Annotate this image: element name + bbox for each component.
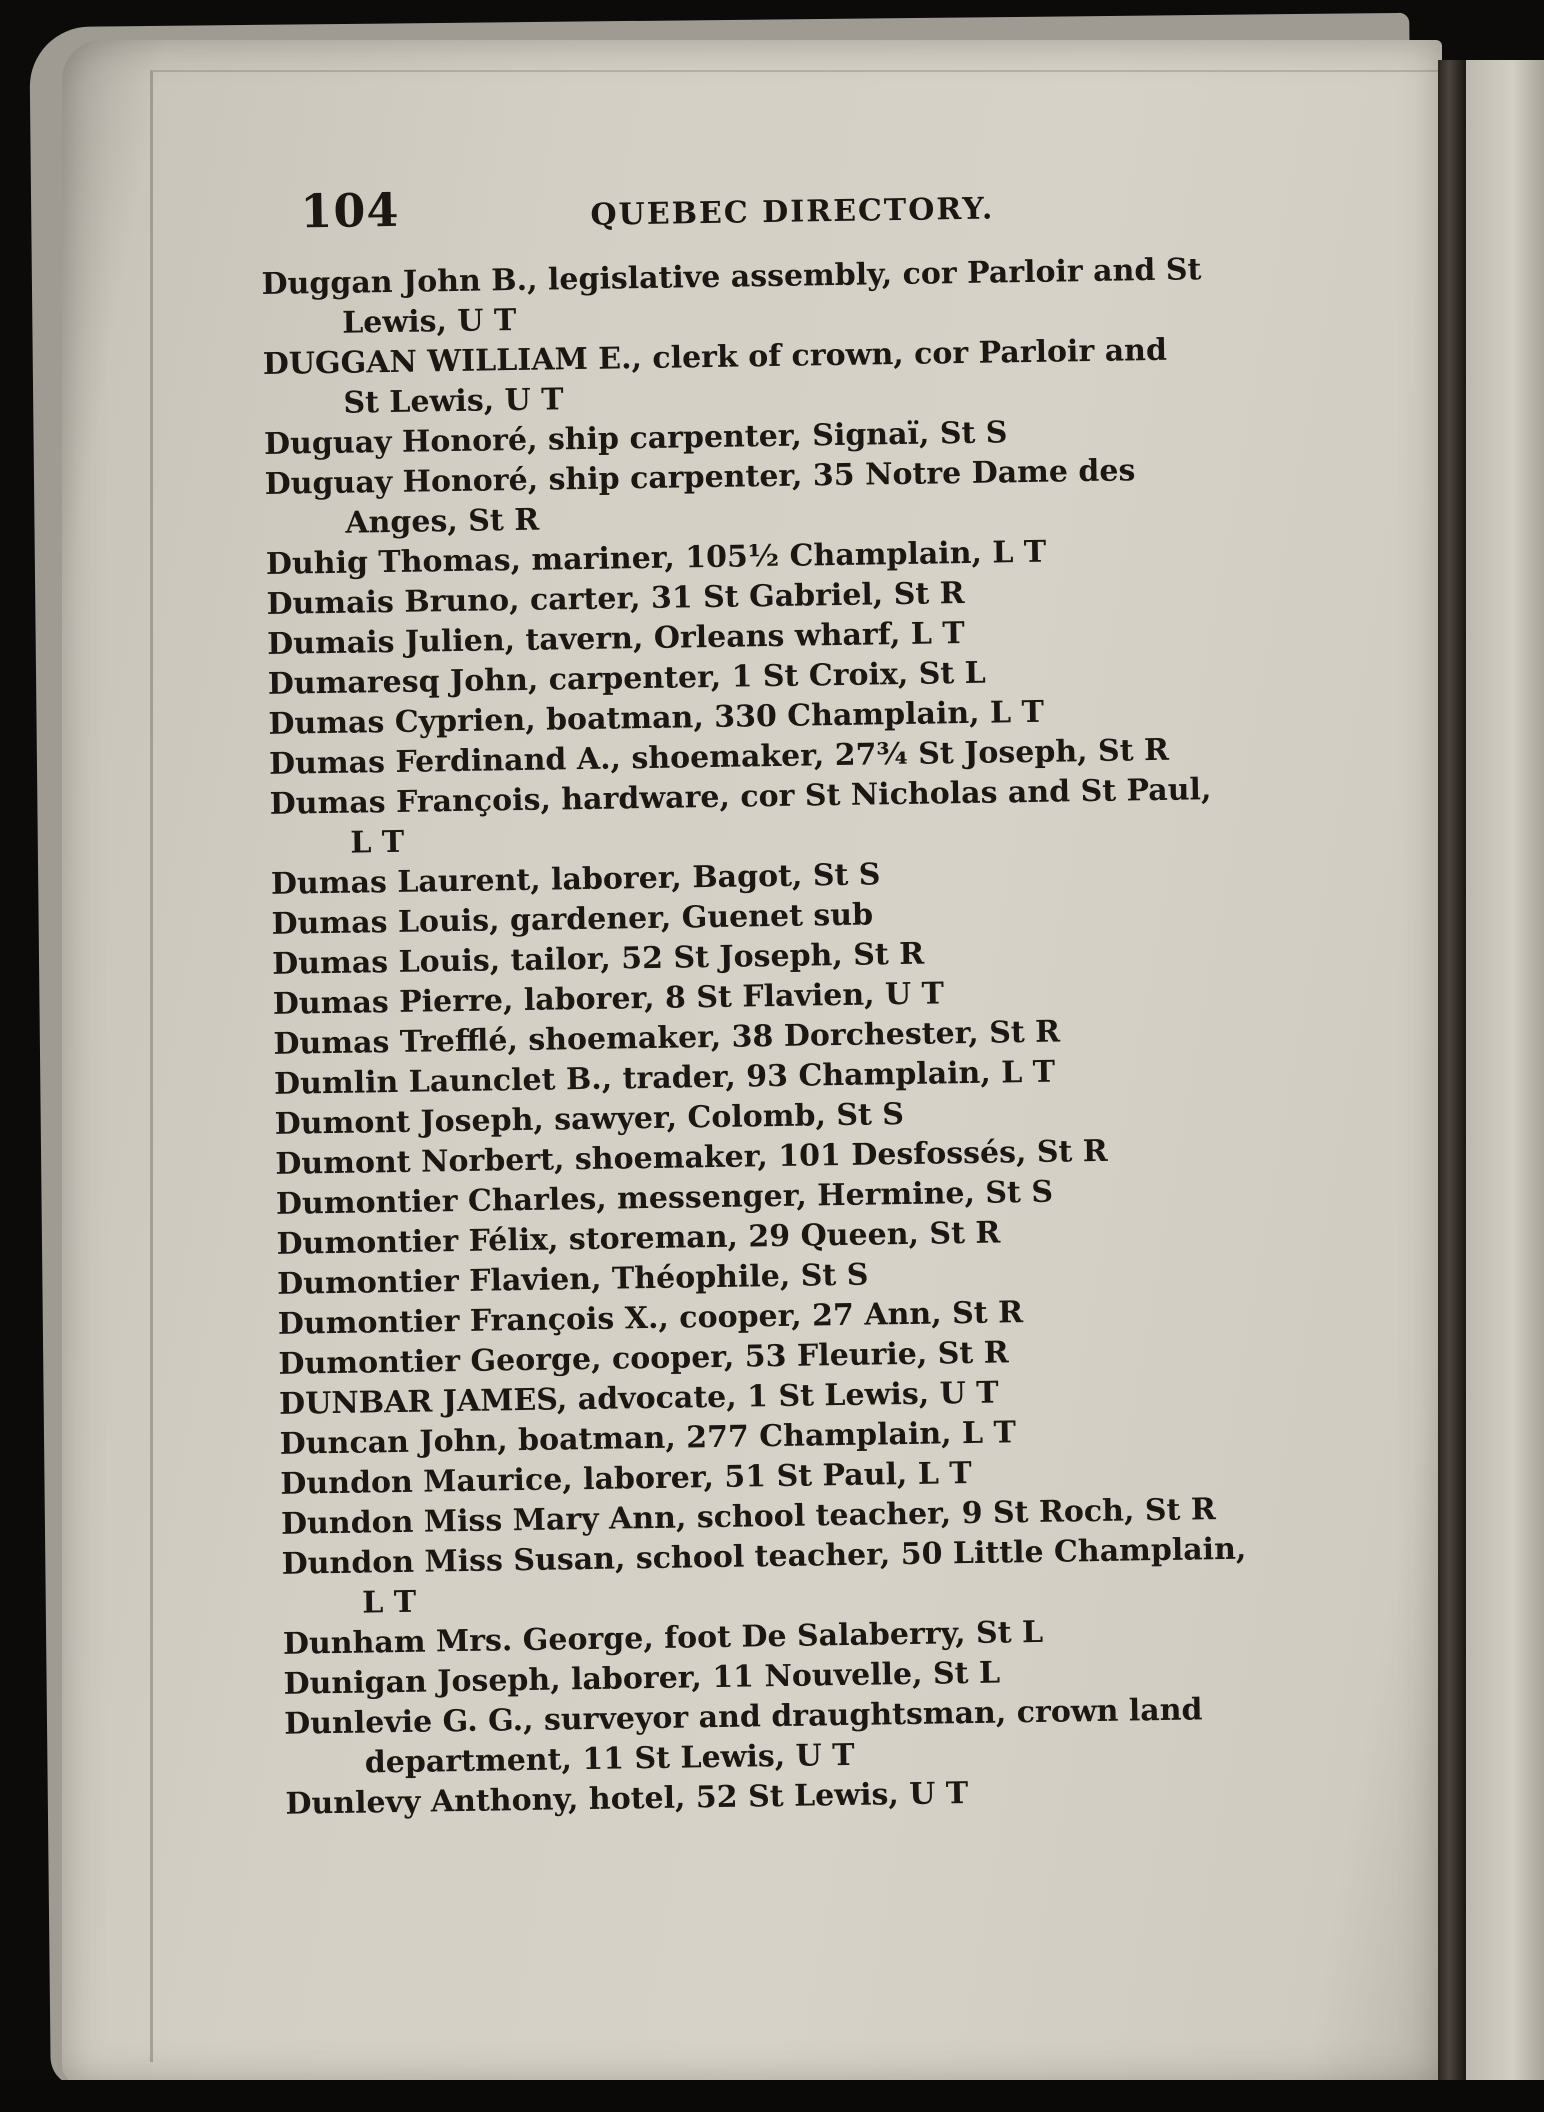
entry-text: Duhig Thomas, mariner, 105½ Champlain, L T — [265, 534, 1047, 582]
entry-text: Dumas Louis, gardener, Guenet sub — [271, 897, 874, 942]
entry-continuation: St Lewis, U T — [343, 382, 564, 421]
entry-text: Duguay Honoré, ship carpenter, 35 Notre Dame des — [264, 453, 1136, 502]
entry-text: Dunlevy Anthony, hotel, 52 St Lewis, U T — [285, 1776, 969, 1822]
facing-page-edge — [1466, 60, 1544, 2112]
book-binding — [1438, 60, 1466, 2100]
entry-text: DUNBAR JAMES, advocate, 1 St Lewis, U T — [278, 1375, 999, 1422]
entry-text: Dumontier Charles, messenger, Hermine, St S — [275, 1174, 1054, 1222]
entry-text: Dunigan Joseph, laborer, 11 Nouvelle, St L — [283, 1655, 1001, 1702]
entry-text: Dumlin Launclet B., trader, 93 Champlain, L T — [273, 1054, 1056, 1102]
entry-text: Dumontier François X., cooper, 27 Ann, St R — [277, 1295, 1024, 1342]
entry-text: Dumontier Flavien, Théophile, St S — [276, 1257, 869, 1302]
entry-text: Duncan John, boatman, 277 Champlain, L T — [279, 1415, 1017, 1462]
page-number: 104 — [299, 182, 400, 239]
entry-text: Dumontier George, cooper, 53 Fleurie, St R — [278, 1335, 1009, 1382]
entry-text: Dunham Mrs. George, foot De Salaberry, St L — [282, 1614, 1044, 1662]
entry-continuation: Lewis, U T — [341, 302, 517, 341]
scan-background — [0, 2080, 1544, 2112]
entry-continuation: L T — [350, 824, 405, 861]
entry-text: DUGGAN WILLIAM E., clerk of crown, cor Parloir and — [262, 332, 1168, 382]
entry-text: Dumais Julien, tavern, Orleans wharf, L T — [266, 615, 965, 662]
entry-continuation: department, 11 St Lewis, U T — [364, 1737, 855, 1781]
directory-entries — [261, 248, 1345, 1824]
entry-text: Duguay Honoré, ship carpenter, Signaï, St S — [263, 415, 1008, 462]
entry-text: Dumas Trefflé, shoemaker, 38 Dorchester, St R — [273, 1014, 1061, 1062]
page-content — [260, 168, 1346, 1824]
entry-text: Dumontier Félix, storeman, 29 Queen, St R — [276, 1215, 1001, 1262]
entry-text: Dumont Norbert, shoemaker, 101 Desfossés, St R — [275, 1133, 1108, 1182]
entry-text: Dumont Joseph, sawyer, Colomb, St S — [274, 1097, 905, 1142]
entry-text: Dundon Miss Susan, school teacher, 50 Little Champlain, — [281, 1531, 1247, 1582]
entry-text: Dumaresq John, carpenter, 1 St Croix, St L — [267, 655, 987, 702]
entry-text: Dumas François, hardware, cor St Nicholas and St Paul, — [269, 772, 1212, 822]
entry-text: Dundon Maurice, laborer, 51 St Paul, L T — [280, 1455, 972, 1502]
entry-text: Dumas Louis, tailor, 52 St Joseph, St R — [271, 936, 925, 982]
entry-text: Dumas Ferdinand A., shoemaker, 27¾ St Joseph, St R — [268, 732, 1170, 782]
page-header — [260, 168, 1321, 265]
running-title: QUEBEC DIRECTORY. — [590, 191, 995, 233]
entry-text: Dumas Laurent, laborer, Bagot, St S — [270, 857, 881, 902]
entry-text: Duggan John B., legislative assembly, cor Parloir and St — [261, 252, 1202, 302]
entry-text: Dumas Pierre, laborer, 8 St Flavien, U T — [272, 976, 945, 1022]
entry-continuation: L T — [362, 1584, 417, 1621]
entry-text: Dumas Cyprien, boatman, 330 Champlain, L T — [268, 694, 1045, 742]
entry-text: Dundon Miss Mary Ann, school teacher, 9 St Roch, St R — [280, 1492, 1217, 1542]
entry-text: Dunlevie G. G., surveyor and draughtsman, crown land — [283, 1692, 1203, 1742]
entry-text: Dumais Bruno, carter, 31 St Gabriel, St R — [266, 575, 965, 622]
entry-continuation: Anges, St R — [345, 502, 540, 541]
